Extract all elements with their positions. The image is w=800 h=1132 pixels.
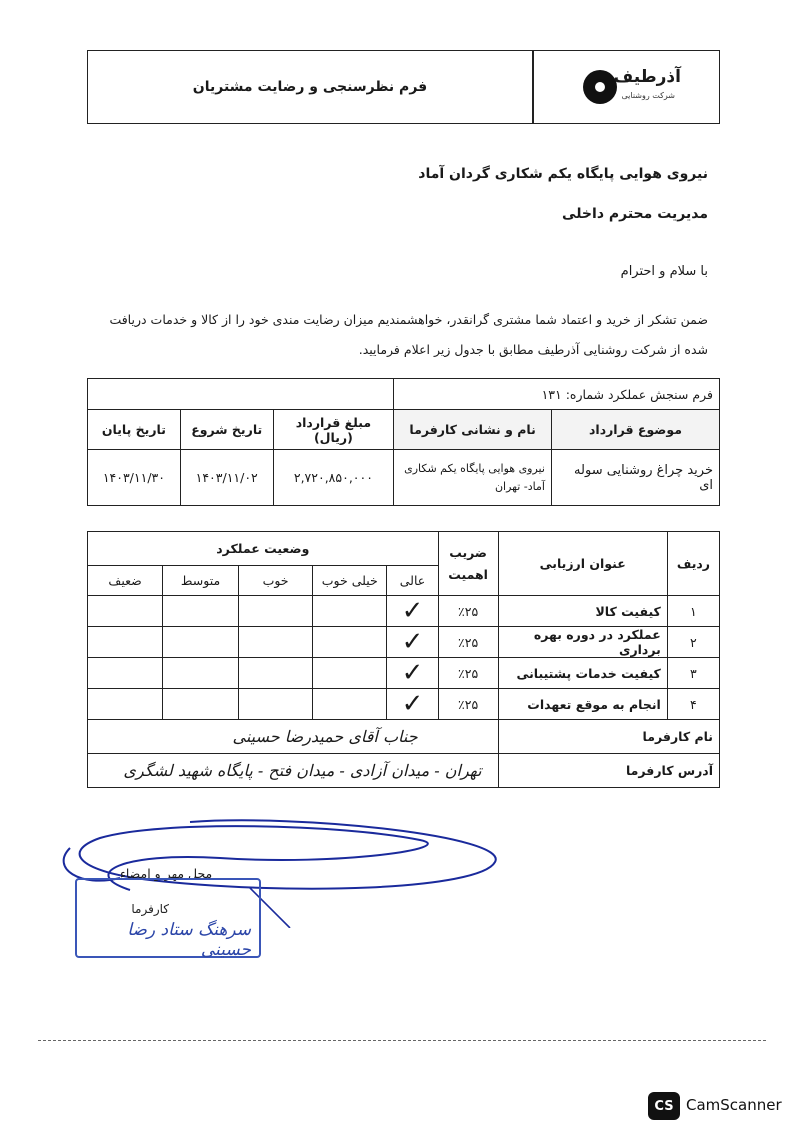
employer-line1: نیروی هوایی پایگاه یکم شکاری [404,461,545,475]
body-paragraph-line2: شده از شرکت روشنایی آذرطیف مطابق با جدول زیر اعلام فرمایید. [358,342,708,357]
eval-row-title: کیفیت کالا [498,596,667,627]
level-excellent: عالی [387,566,438,596]
level-very-good: خیلی خوب [313,566,387,596]
empty-cell [313,689,387,720]
eval-row-num: ۱ [667,596,719,627]
greeting: با سلام و احترام [620,264,708,279]
level-good: خوب [238,566,312,596]
eval-row-weight: ٪۲۵ [438,627,498,658]
page-bottom-divider [38,1040,766,1041]
contract-subject: خرید چراغ روشنایی سوله ای [551,450,719,506]
eval-row-num: ۲ [667,627,719,658]
col-row-num: ردیف [667,532,719,596]
employer-line2: آماد- تهران [494,479,545,493]
employer-address-label: آدرس کارفرما [498,754,719,788]
col-weight: ضریب اهمیت [438,532,498,596]
scanner-watermark [648,1092,788,1122]
contract-employer [394,450,552,506]
eval-row-title: انجام به موقع تعهدات [498,689,667,720]
empty-cell [313,627,387,658]
col-end: تاریخ پایان [88,410,181,450]
empty-cell [163,627,239,658]
empty-cell [88,627,163,658]
empty-cell [238,689,312,720]
empty-cell [313,658,387,689]
eval-row-weight: ٪۲۵ [438,689,498,720]
empty-cell [238,658,312,689]
eval-row [88,689,720,720]
eval-row-num: ۴ [667,689,719,720]
form-number-blank [88,379,394,410]
employer-name-value: جناب آقای حمیدرضا حسینی [88,720,499,754]
form-title: فرم نظرسنجی و رضایت مشتریان [192,79,428,95]
col-status: وضعیت عملکرد [88,532,439,566]
col-start: تاریخ شروع [180,410,273,450]
contract-header-row [88,410,720,450]
logo-ring-icon [583,70,617,104]
empty-cell [88,658,163,689]
body-paragraph-line1: ضمن تشکر از خرید و اعتماد شما مشتری گرانقدر، خواهشمندیم میزان رضایت مندی خود را از کالا و خدمات دریافت [109,312,708,327]
eval-row-title: کیفیت خدمات پشتیبانی [498,658,667,689]
empty-cell [313,596,387,627]
empty-cell [163,596,239,627]
form-number: فرم سنجش عملکرد شماره: ۱۳۱ [394,379,720,410]
employer-address-value: تهران - میدان آزادی - میدان فتح - پایگاه شهید لشگری [88,754,499,788]
camscanner-logo-icon: CS [648,1092,680,1120]
contract-start: ۱۴۰۳/۱۱/۰۲ [180,450,273,506]
col-eval-title: عنوان ارزیابی [498,532,667,596]
contract-end: ۱۴۰۳/۱۱/۳۰ [88,450,181,506]
eval-row [88,658,720,689]
company-subtitle: شرکت روشنایی [621,91,675,100]
empty-cell [88,689,163,720]
employer-name-label: نام کارفرما [498,720,719,754]
stamp-employer-label: کارفرما [131,902,169,916]
employer-address-row [88,754,720,788]
check-mark-icon: ✓ [387,658,438,689]
check-mark-icon: ✓ [387,689,438,720]
col-amount: مبلغ قرارداد (ریال) [273,410,394,450]
eval-row [88,596,720,627]
level-average: متوسط [163,566,239,596]
contract-table [87,378,720,506]
empty-cell [163,689,239,720]
check-mark-icon: ✓ [387,596,438,627]
empty-cell [238,627,312,658]
recipient-manager: مدیریت محترم داخلی [562,206,708,222]
eval-row-title: عملکرد در دوره بهره برداری [498,627,667,658]
evaluation-table [87,531,720,788]
eval-row-weight: ٪۲۵ [438,596,498,627]
eval-row [88,627,720,658]
check-mark-icon: ✓ [387,627,438,658]
eval-header-row-1 [88,532,720,566]
eval-row-weight: ٪۲۵ [438,658,498,689]
contract-data-row [88,450,720,506]
company-name: آذرطیف [613,67,681,87]
recipient-org: نیروی هوایی پایگاه یکم شکاری گردان آماد [418,166,708,182]
level-weak: ضعیف [88,566,163,596]
camscanner-name: CamScanner [686,1096,782,1114]
empty-cell [88,596,163,627]
company-logo [533,51,721,123]
form-header [87,50,720,124]
contract-amount: ۲,۷۲۰,۸۵۰,۰۰۰ [273,450,394,506]
seal-label: محل مهر و امضاء [120,866,213,881]
empty-cell [163,658,239,689]
employer-name-row [88,720,720,754]
official-stamp [75,878,261,958]
stamp-text: سرهنگ ستاد رضا حسینی [127,920,251,960]
empty-cell [238,596,312,627]
eval-row-num: ۳ [667,658,719,689]
col-subject: موضوع قرارداد [551,410,719,450]
col-employer: نام و نشانی کارفرما [394,410,552,450]
